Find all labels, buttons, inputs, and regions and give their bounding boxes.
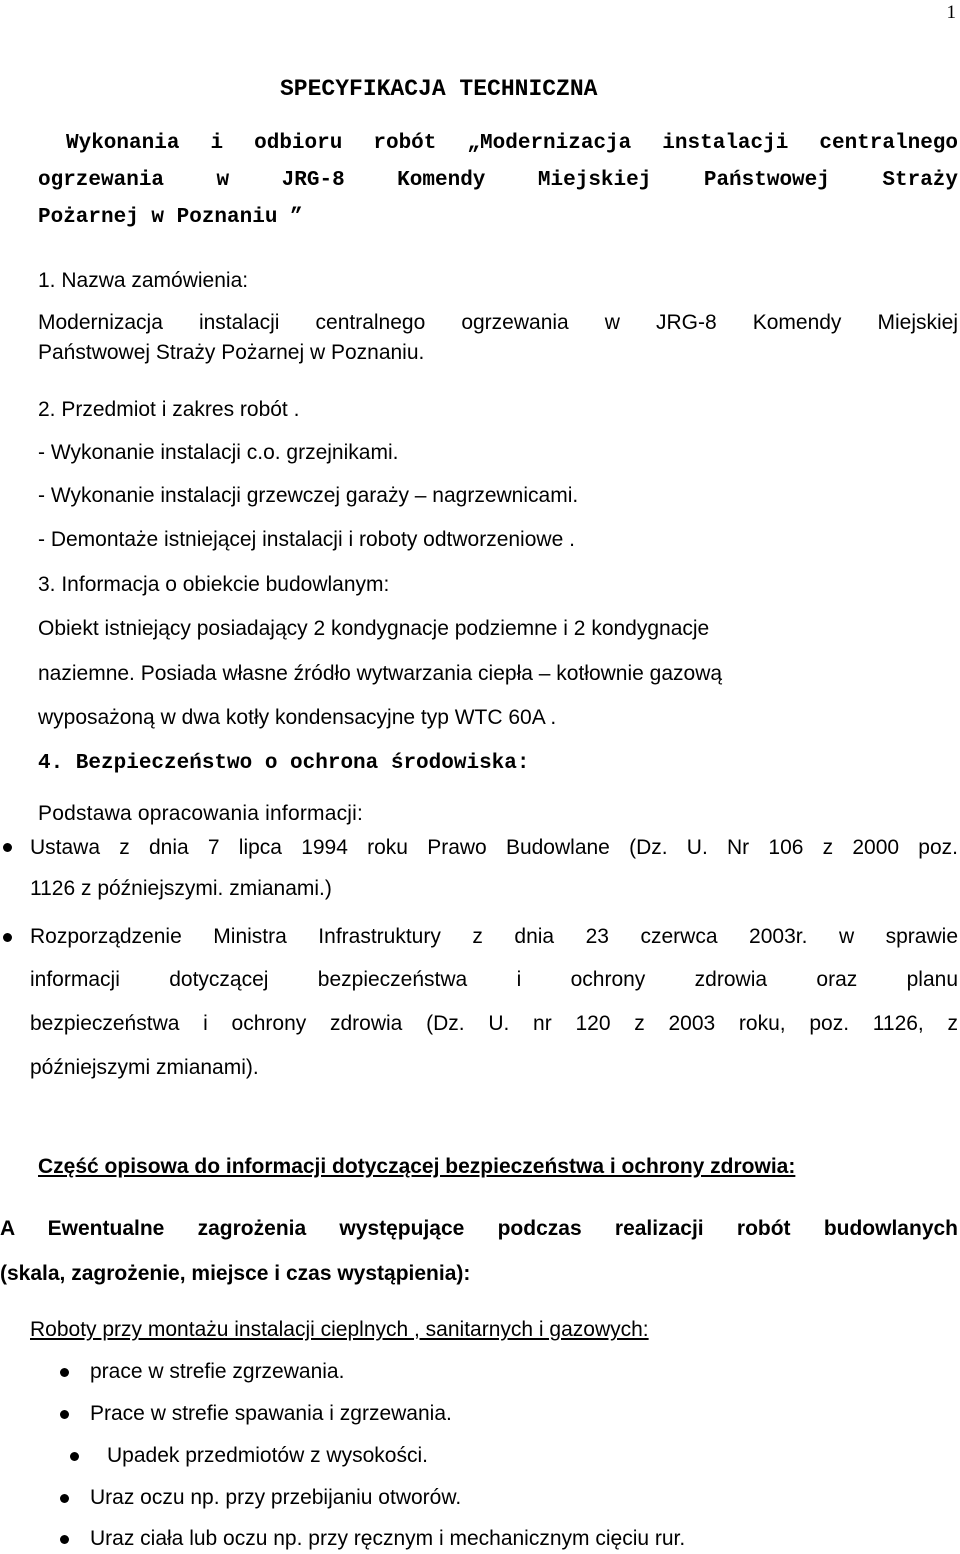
bullet-icon	[60, 1410, 69, 1419]
section-2-heading: 2. Przedmiot i zakres robót .	[38, 398, 300, 421]
hazard-item: Uraz oczu np. przy przebijaniu otworów.	[90, 1486, 462, 1509]
document-title: SPECYFIKACJA TECHNICZNA	[280, 76, 598, 102]
bullet-icon	[60, 1368, 69, 1377]
basis-heading-text: Podstawa opracowania informacji:	[38, 802, 364, 825]
bullet-icon	[60, 1494, 69, 1503]
legal-basis-item: 1126 z późniejszymi. zmianami.)	[30, 877, 332, 900]
section-1-text: Państwowej Straży Pożarnej w Poznaniu.	[38, 341, 425, 364]
section-3-heading: 3. Informacja o obiekcie budowlanym:	[38, 573, 390, 596]
section-4-heading: 4. Bezpieczeństwo o ochrona środowiska:	[38, 752, 530, 775]
subtitle-line: ogrzewania w JRG-8 Komendy Miejskiej Państwowej Straży	[38, 169, 958, 192]
hazard-item: Uraz ciała lub oczu np. przy ręcznym i mechanicznym cięciu rur.	[90, 1527, 686, 1550]
legal-basis-item: bezpieczeństwa i ochrony zdrowia (Dz. U. nr 120 z 2003 roku, poz. 1126, z	[30, 1012, 958, 1035]
works-heading: Roboty przy montażu instalacji cieplnych , sanitarnych i gazowych:	[30, 1318, 649, 1341]
section-3-text: wyposażoną w dwa kotły kondensacyjne typ WTC 60A .	[38, 706, 557, 729]
legal-basis-item: późniejszymi zmianami).	[30, 1056, 259, 1079]
descriptive-part-heading: Część opisowa do informacji dotyczącej bezpieczeństwa i ochrony zdrowia:	[38, 1155, 796, 1178]
legal-basis-item: informacji dotyczącej bezpieczeństwa i ochrony zdrowia oraz planu	[30, 968, 958, 991]
bullet-icon	[60, 1535, 69, 1544]
hazards-heading: (skala, zagrożenie, miejsce i czas wystąpienia):	[0, 1262, 471, 1285]
hazard-item: Prace w strefie spawania i zgrzewania.	[90, 1402, 452, 1425]
bullet-icon	[70, 1452, 79, 1461]
legal-basis-item: Rozporządzenie Ministra Infrastruktury z dnia 23 czerwca 2003r. w sprawie	[30, 925, 958, 948]
page-number: 1	[946, 2, 956, 23]
subtitle-line: Wykonania i odbioru robót „Modernizacja instalacji centralnego	[66, 132, 958, 155]
section-1-heading: 1. Nazwa zamówienia:	[38, 269, 249, 292]
basis-heading	[38, 802, 363, 826]
section-2-item: - Demontaże istniejącej instalacji i roboty odtworzeniowe .	[38, 528, 575, 551]
hazards-heading: A Ewentualne zagrożenia występujące podczas realizacji robót budowlanych	[0, 1217, 958, 1240]
legal-basis-item: Ustawa z dnia 7 lipca 1994 roku Prawo Budowlane (Dz. U. Nr 106 z 2000 poz.	[30, 836, 958, 859]
section-3-text: Obiekt istniejący posiadający 2 kondygnacje podziemne i 2 kondygnacje	[38, 617, 710, 640]
section-3-text: naziemne. Posiada własne źródło wytwarzania ciepła – kotłownie gazową	[38, 662, 723, 685]
subtitle-line: Pożarnej w Poznaniu ”	[38, 206, 303, 229]
bullet-icon	[3, 933, 12, 942]
bullet-icon	[3, 843, 12, 852]
hazard-item: Upadek przedmiotów z wysokości.	[107, 1444, 428, 1467]
section-2-item: - Wykonanie instalacji c.o. grzejnikami.	[38, 441, 399, 464]
section-2-item: - Wykonanie instalacji grzewczej garaży – nagrzewnicami.	[38, 484, 579, 507]
section-1-text: Modernizacja instalacji centralnego ogrzewania w JRG-8 Komendy Miejskiej	[38, 311, 958, 334]
hazard-item: prace w strefie zgrzewania.	[90, 1360, 345, 1383]
